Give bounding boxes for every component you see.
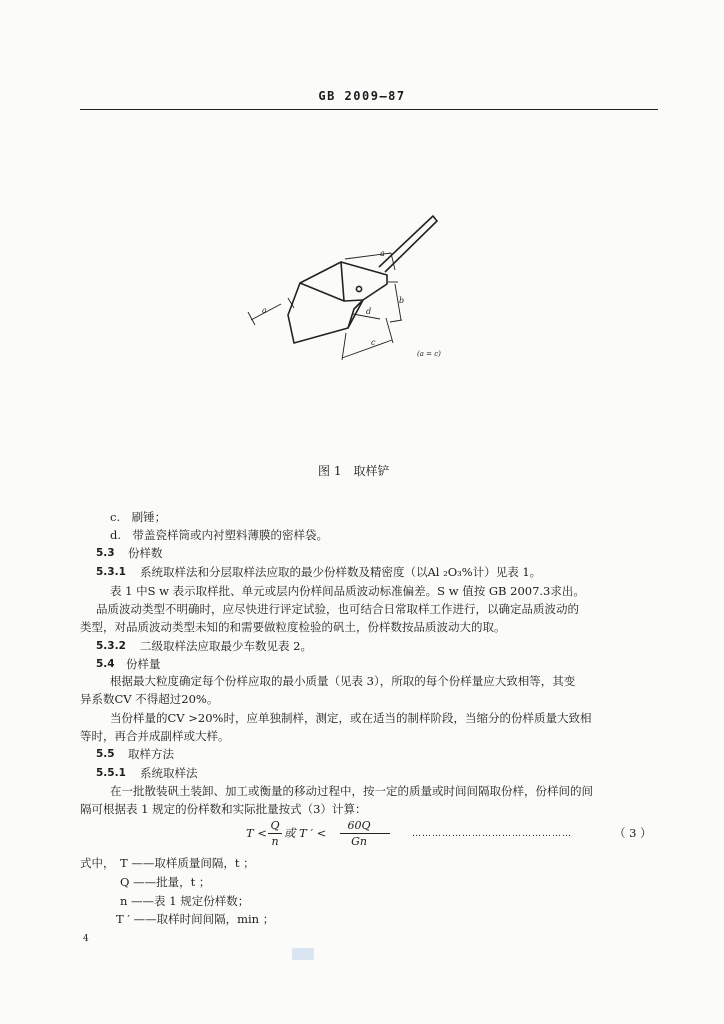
formula-num-1: Q: [270, 819, 280, 832]
scoop-body: [288, 262, 387, 343]
section-5-3-2-number: 5.3.2: [96, 640, 126, 652]
formula-leader-dots: …………………………………………: [412, 829, 572, 839]
label-note: (a = c): [417, 350, 441, 358]
paragraph-sw: 表 1 中S w 表示取样批、单元或层内份样间品质波动标准偏差。S w 值按 GB 2007.3求出。: [110, 584, 585, 598]
scoop-handle: [379, 216, 437, 272]
section-5-5-1-number: 5.5.1: [96, 767, 126, 779]
section-5-4-number: 5.4: [96, 658, 115, 670]
definition-n: n ——表 1 规定份样数；: [120, 894, 250, 908]
paragraph-system-1: 在一批散装矾土装卸、加工或衡量的移动过程中，按一定的质量或时间间隔取份样，份样间的间: [110, 784, 593, 798]
section-5-3-title: 份样数: [128, 546, 163, 560]
item-c: c. 刷锤；: [110, 510, 167, 524]
formula-mid: 或 T ′ <: [284, 826, 327, 840]
formula-den-1: n: [271, 835, 279, 848]
formula-lhs: T <: [246, 826, 267, 840]
paragraph-cv-2: 等时，再合并成副样或大样。: [80, 729, 230, 743]
label-c: c: [371, 338, 376, 347]
formula-number: （ 3 ）: [614, 826, 652, 840]
label-d: d: [366, 307, 372, 316]
label-a-top: a: [380, 249, 385, 258]
paragraph-cv-1: 当份样量的CV >20%时，应单独制样，测定，或在适当的制样阶段，当缩分的份样质量大致相: [110, 711, 592, 725]
item-d: d. 带盖瓷样筒或内衬塑料薄膜的密样袋。: [110, 528, 329, 542]
label-a-left: a: [262, 306, 267, 315]
page-number: 4: [83, 934, 89, 944]
formula-den-2: Gn: [351, 835, 367, 848]
paragraph-mass-1: 根据最大粒度确定每个份样应取的最小质量（见表 3），所取的每个份样量应大致相等，其变: [110, 674, 576, 688]
section-5-3-2-text: 二级取样法应取最少车数见表 2。: [140, 639, 312, 653]
definition-q: Q ——批量，t ；: [120, 875, 211, 889]
section-5-5-number: 5.5: [96, 748, 115, 760]
fraction-bar-2: [340, 833, 390, 834]
watermark-stamp: [292, 948, 314, 960]
paragraph-mass-2: 异系数CV 不得超过20%。: [80, 692, 219, 706]
section-5-3-number: 5.3: [96, 547, 115, 559]
paragraph-fluctuation-2: 类型，对品质波动类型未知的和需要做粒度检验的矾土，份样数按品质波动大的取。: [80, 620, 506, 634]
definitions-lead: 式中，: [80, 856, 115, 870]
section-5-3-1-text: 系统取样法和分层取样法应取的最少份样数及精密度（以Al ₂O₃%计）见表 1。: [140, 565, 542, 579]
paragraph-system-2: 隔可根据表 1 规定的份样数和实际批量按式（3）计算：: [80, 802, 367, 816]
figure-caption: 图 1 取样铲: [318, 464, 390, 478]
section-5-3-1-number: 5.3.1: [96, 566, 126, 578]
definition-t: T ——取样质量间隔，t ；: [120, 856, 255, 870]
formula-num-2: 60Q: [347, 819, 371, 832]
rivet-hole: [356, 286, 361, 291]
paragraph-fluctuation-1: 品质波动类型不明确时，应尽快进行评定试验，也可结合日常取样工作进行，以确定品质波动的: [96, 602, 579, 616]
fraction-bar-1: [268, 833, 282, 834]
definition-t-prime: T ′ ——取样时间间隔，min ；: [116, 912, 275, 926]
section-5-4-title: 份样量: [126, 657, 161, 671]
page-header: GB 2009—87: [318, 89, 406, 103]
section-5-5-1-title: 系统取样法: [140, 766, 198, 780]
label-b: b: [399, 296, 405, 305]
section-5-5-title: 取样方法: [128, 747, 174, 761]
